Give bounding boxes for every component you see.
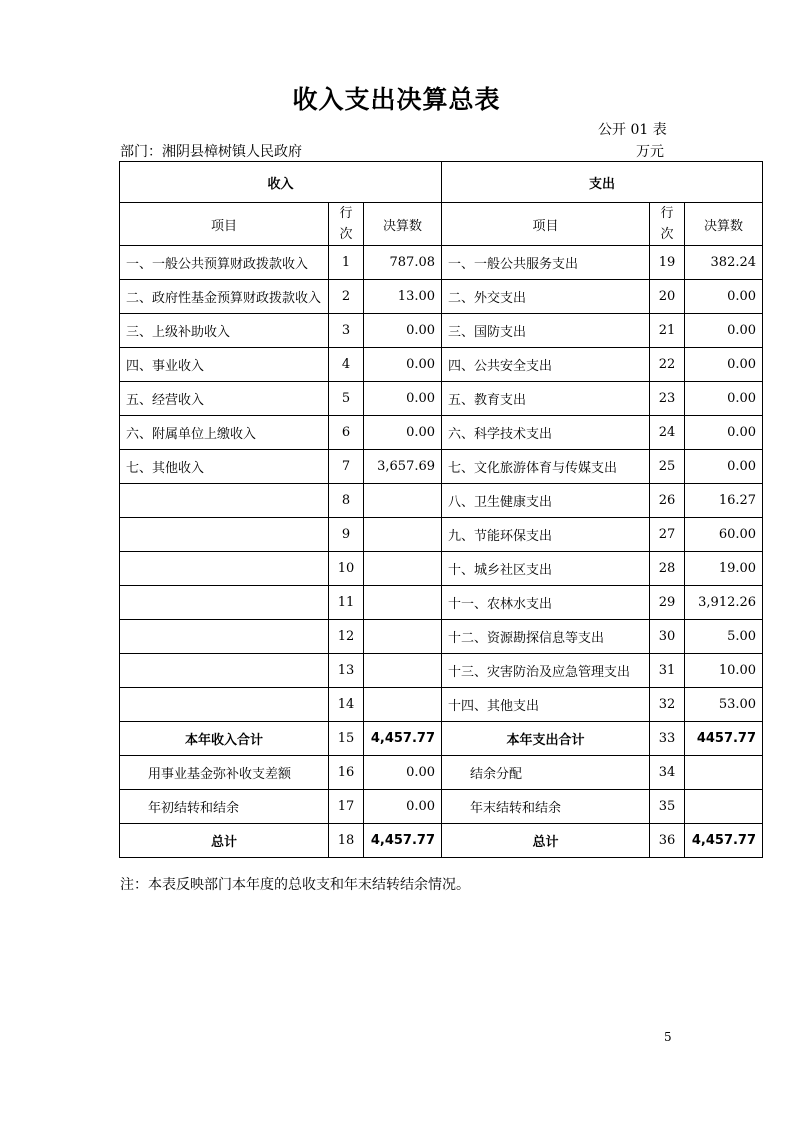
income-item: 年初结转和结余 — [120, 790, 329, 824]
expense-row-no: 19 — [650, 246, 685, 280]
income-amount — [364, 654, 442, 688]
income-item — [120, 518, 329, 552]
expense-item: 总计 — [442, 824, 650, 858]
table-row — [120, 620, 763, 654]
expense-item: 十二、资源勘探信息等支出 — [442, 620, 650, 654]
expense-item: 二、外交支出 — [442, 280, 650, 314]
table-row — [120, 688, 763, 722]
expense-amount: 382.24 — [685, 246, 763, 280]
income-amount: 13.00 — [364, 280, 442, 314]
income-item: 一、一般公共预算财政拨款收入 — [120, 246, 329, 280]
income-item: 五、经营收入 — [120, 382, 329, 416]
expense-amount: 5.00 — [685, 620, 763, 654]
income-amount — [364, 688, 442, 722]
income-amount: 0.00 — [364, 314, 442, 348]
footnote: 注：本表反映部门本年度的总收支和年末结转结余情况。 — [120, 877, 470, 893]
income-item-header: 项目 — [120, 203, 329, 246]
income-amount: 4,457.77 — [364, 722, 442, 756]
income-item: 三、上级补助收入 — [120, 314, 329, 348]
income-row-no: 6 — [329, 416, 364, 450]
income-amount: 0.00 — [364, 756, 442, 790]
expense-item: 四、公共安全支出 — [442, 348, 650, 382]
table-row — [120, 790, 763, 824]
expense-row-no: 33 — [650, 722, 685, 756]
income-row-no: 12 — [329, 620, 364, 654]
table-row — [120, 348, 763, 382]
expense-row-no: 22 — [650, 348, 685, 382]
expense-item-header: 项目 — [442, 203, 650, 246]
expense-row-no: 26 — [650, 484, 685, 518]
expense-row-no: 34 — [650, 756, 685, 790]
expense-row-no: 24 — [650, 416, 685, 450]
page-number: 5 — [664, 1030, 672, 1044]
expense-item: 八、卫生健康支出 — [442, 484, 650, 518]
income-row-no: 13 — [329, 654, 364, 688]
income-amount — [364, 518, 442, 552]
expense-row-no: 36 — [650, 824, 685, 858]
form-number: 公开 01 表 — [598, 122, 667, 138]
income-amount: 3,657.69 — [364, 450, 442, 484]
income-row-no: 16 — [329, 756, 364, 790]
income-item: 七、其他收入 — [120, 450, 329, 484]
expense-row-no: 23 — [650, 382, 685, 416]
expense-row-no: 27 — [650, 518, 685, 552]
expense-amount: 53.00 — [685, 688, 763, 722]
income-item — [120, 688, 329, 722]
income-row-no: 4 — [329, 348, 364, 382]
expense-item: 九、节能环保支出 — [442, 518, 650, 552]
income-amount: 0.00 — [364, 790, 442, 824]
income-amount — [364, 552, 442, 586]
expense-row-no: 25 — [650, 450, 685, 484]
table-row — [120, 552, 763, 586]
expense-amount: 0.00 — [685, 348, 763, 382]
expense-item: 十三、灾害防治及应急管理支出 — [442, 654, 650, 688]
income-item — [120, 484, 329, 518]
table-row — [120, 586, 763, 620]
expense-amount: 10.00 — [685, 654, 763, 688]
income-row-no: 14 — [329, 688, 364, 722]
expense-amount: 16.27 — [685, 484, 763, 518]
expense-amount: 0.00 — [685, 280, 763, 314]
expense-amount — [685, 790, 763, 824]
expense-amount: 0.00 — [685, 382, 763, 416]
expense-item: 年末结转和结余 — [442, 790, 650, 824]
income-row-no: 1 — [329, 246, 364, 280]
column-header-row — [120, 203, 763, 246]
section-header-row — [120, 162, 763, 203]
income-row-no: 15 — [329, 722, 364, 756]
expense-item: 七、文化旅游体育与传媒支出 — [442, 450, 650, 484]
expense-row-no: 29 — [650, 586, 685, 620]
table-row — [120, 416, 763, 450]
table-row — [120, 450, 763, 484]
expense-row-no: 28 — [650, 552, 685, 586]
income-item: 四、事业收入 — [120, 348, 329, 382]
expense-amount: 60.00 — [685, 518, 763, 552]
income-row-no: 8 — [329, 484, 364, 518]
income-expense-table — [119, 161, 763, 858]
expense-row-no: 35 — [650, 790, 685, 824]
expense-section-header: 支出 — [442, 162, 763, 203]
page-title: 收入支出决算总表 — [292, 85, 501, 114]
table-row — [120, 654, 763, 688]
income-row-no: 5 — [329, 382, 364, 416]
income-row-no: 7 — [329, 450, 364, 484]
expense-row-no: 32 — [650, 688, 685, 722]
table-row — [120, 484, 763, 518]
income-amount: 0.00 — [364, 348, 442, 382]
income-item: 用事业基金弥补收支差额 — [120, 756, 329, 790]
table-row — [120, 280, 763, 314]
expense-amount — [685, 756, 763, 790]
expense-amount: 0.00 — [685, 416, 763, 450]
income-row-no: 3 — [329, 314, 364, 348]
expense-item: 五、教育支出 — [442, 382, 650, 416]
expense-row-no: 21 — [650, 314, 685, 348]
income-section-header: 收入 — [120, 162, 442, 203]
income-item: 本年收入合计 — [120, 722, 329, 756]
expense-item: 本年支出合计 — [442, 722, 650, 756]
income-row-no: 10 — [329, 552, 364, 586]
expense-amount: 4,457.77 — [685, 824, 763, 858]
income-amount: 0.00 — [364, 416, 442, 450]
expense-item: 一、一般公共服务支出 — [442, 246, 650, 280]
table-row — [120, 518, 763, 552]
income-row-no: 2 — [329, 280, 364, 314]
income-item: 六、附属单位上缴收入 — [120, 416, 329, 450]
expense-item: 三、国防支出 — [442, 314, 650, 348]
income-item — [120, 620, 329, 654]
income-item — [120, 654, 329, 688]
unit-label: 万元 — [636, 144, 664, 160]
expense-amount: 4457.77 — [685, 722, 763, 756]
expense-amount-header: 决算数 — [685, 203, 763, 246]
income-row-no: 11 — [329, 586, 364, 620]
income-amount: 4,457.77 — [364, 824, 442, 858]
income-item: 总计 — [120, 824, 329, 858]
income-item — [120, 552, 329, 586]
total-row — [120, 824, 763, 858]
expense-amount: 0.00 — [685, 450, 763, 484]
table-row — [120, 756, 763, 790]
department-label: 部门：湘阴县樟树镇人民政府 — [120, 144, 302, 160]
income-row-no: 18 — [329, 824, 364, 858]
income-amount: 0.00 — [364, 382, 442, 416]
expense-item: 十、城乡社区支出 — [442, 552, 650, 586]
table-row — [120, 314, 763, 348]
income-amount-header: 决算数 — [364, 203, 442, 246]
income-item: 二、政府性基金预算财政拨款收入 — [120, 280, 329, 314]
expense-amount: 0.00 — [685, 314, 763, 348]
income-amount — [364, 484, 442, 518]
expense-row-no: 30 — [650, 620, 685, 654]
expense-item: 六、科学技术支出 — [442, 416, 650, 450]
subtotal-row — [120, 722, 763, 756]
income-item — [120, 586, 329, 620]
expense-row-no: 31 — [650, 654, 685, 688]
income-row-no: 9 — [329, 518, 364, 552]
expense-amount: 19.00 — [685, 552, 763, 586]
expense-item: 十四、其他支出 — [442, 688, 650, 722]
expense-item: 十一、农林水支出 — [442, 586, 650, 620]
income-row-no-header: 行 次 — [329, 203, 364, 246]
income-amount: 787.08 — [364, 246, 442, 280]
income-amount — [364, 586, 442, 620]
table-row — [120, 246, 763, 280]
expense-row-no: 20 — [650, 280, 685, 314]
expense-item: 结余分配 — [442, 756, 650, 790]
expense-row-no-header: 行 次 — [650, 203, 685, 246]
income-amount — [364, 620, 442, 654]
income-row-no: 17 — [329, 790, 364, 824]
table-row — [120, 382, 763, 416]
expense-amount: 3,912.26 — [685, 586, 763, 620]
